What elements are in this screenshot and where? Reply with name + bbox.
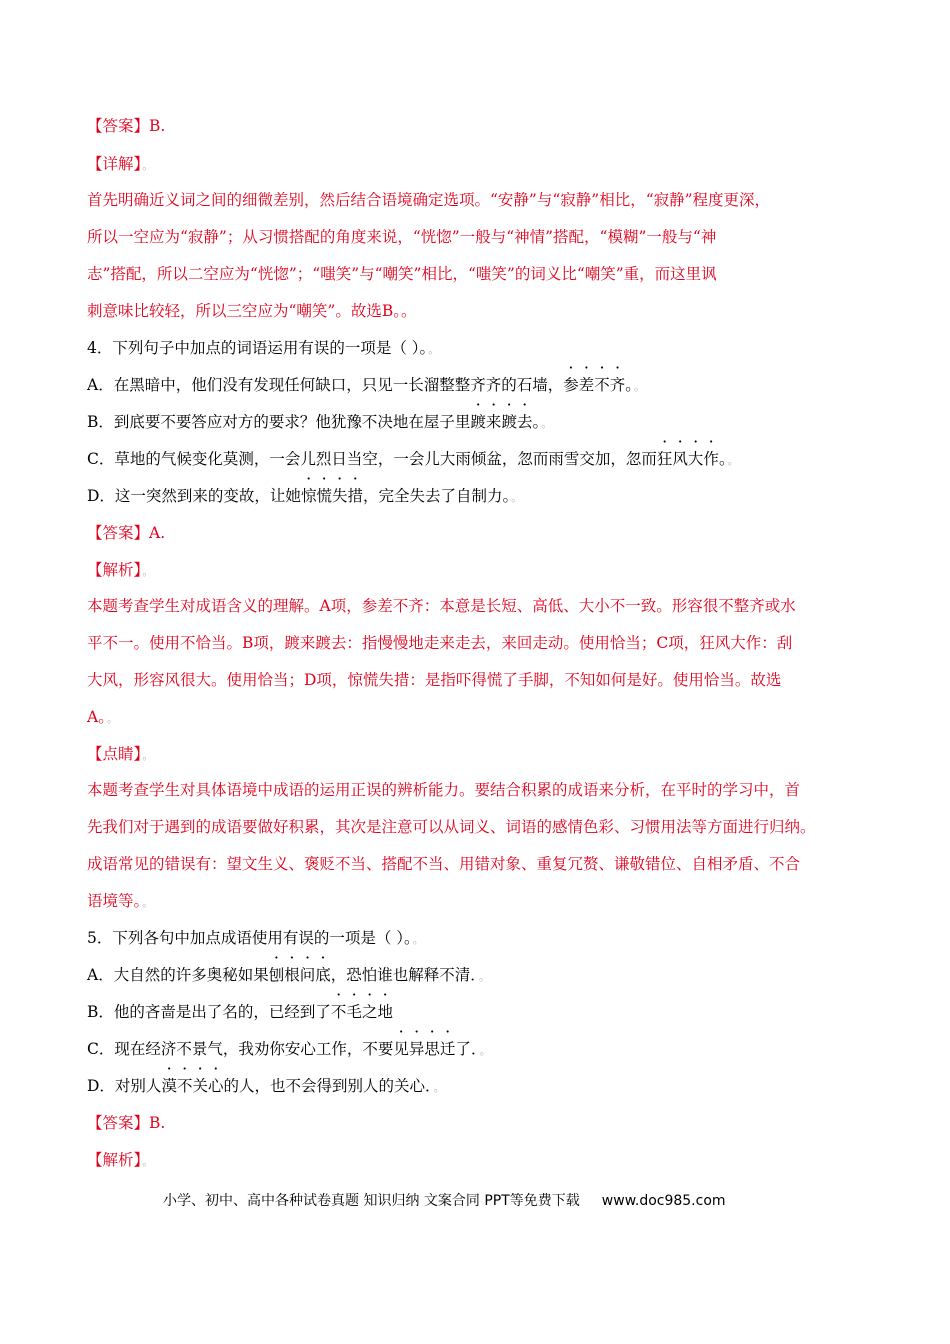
q4-comment-line: 本题考查学生对具体语境中成语的运用正误的辨析能力。要结合积累的成语来分析，在平时的学习中，首 [87,781,801,799]
q3-explanation-line: 刺意味比较轻，所以三空应为“嘲笑”。故选B。。 [87,302,417,320]
page-footer [163,1191,726,1211]
q4-analysis-line: A。。 [87,708,118,726]
q3-answer-label: 【答案】B. [87,117,166,135]
dotted-idiom: 狂风大作 [656,450,719,468]
q4-analysis-line: 大风，形容风很大。使用恰当；D项，惊慌失措：是指吓得慌了手脚，不知如何是好。使用恰当。故选 [87,671,782,689]
q4-analysis-line: 平不一。使用不恰当。B项，踱来踱去：指慢慢地走来走去，来回走动。使用恰当；C项，狂风大作：刮 [87,634,793,652]
q3-explanation-line: 首先明确近义词之间的细微差别，然后结合语境确定选项。“安静”与“寂静”相比，“寂静”程度更深， [87,191,771,209]
footer-site-link[interactable]: www.doc985.com [601,1193,726,1209]
q4-comment-line: 成语常见的错误有：望文生义、褒贬不当、搭配不当、用错对象、重复冗赘、谦敬错位、自相矛盾、不合 [87,855,801,873]
q4-option-a: A．在黑暗中，他们没有发现任何缺口，只见一长溜整整齐齐的石墙，参差不齐。。 [87,376,646,394]
q5-option-c: C．现在经济不景气，我劝你安心工作，不要见异思迁了．。 [87,1040,491,1058]
q4-option-c: C．草地的气候变化莫测，一会儿烈日当空，一会儿大雨倾盆，忽而雨雪交加，忽而狂风大作。。 [87,450,739,468]
q4-stem: 4．下列句子中加点的词语运用有误的一项是（ ）。。 [87,339,440,357]
dotted-idiom: 漠不关心 [161,1077,224,1095]
q4-comment-line: 先我们对于遇到的成语要做好积累，其次是注意可以从词义、词语的感情色彩、习惯用法等方面进行归纳。 [87,818,816,836]
q5-answer-label: 【答案】B. [87,1114,166,1132]
q3-explanation-line: 志”搭配，所以二空应为“恍惚”；“嗤笑”与“嘲笑”相比，“嗤笑”的词义比“嘲笑”重，而这里讽 [87,265,717,283]
q4-comment-line: 语境等。。 [87,892,154,910]
q5-option-b: B．他的吝啬是出了名的，已经到了不毛之地 [87,1003,393,1021]
q4-analysis-line: 本题考查学生对成语含义的理解。A项，参差不齐：本意是长短、高低、大小不一致。形容很不整齐或水 [87,597,796,615]
q3-detail-label: 【详解】。 [87,155,154,173]
q4-option-b: B．到底要不要答应对方的要求？他犹豫不决地在屋子里踱来踱去。。 [87,413,553,431]
q4-option-d: D．这一突然到来的变故，让她惊慌失措，完全失去了自制力。。 [87,487,523,505]
q4-analysis-label: 【解析】。 [87,561,154,579]
q5-option-a: A．大自然的许多奥秘如果刨根问底，恐怕谁也解释不清．。 [87,966,491,984]
footer-text: 小学、初中、高中各种试卷真题 知识归纳 文案合同 PPT等免费下载 [163,1193,580,1209]
dotted-idiom: 惊慌失措 [300,487,363,505]
dotted-idiom: 见异思迁 [393,1040,456,1058]
q5-analysis-label: 【解析】。 [87,1151,154,1169]
q4-comment-label: 【点睛】。 [87,745,154,763]
q3-explanation-line: 所以一空应为“寂静”；从习惯搭配的角度来说，“恍惚”一般与“神情”搭配，“模糊”一般与“神 [87,228,717,246]
dotted-idiom: 刨根问底 [268,966,331,984]
q5-option-d: D．对别人漠不关心的人，也不会得到别人的关心．。 [87,1077,445,1095]
q5-stem: 5．下列各句中加点成语使用有误的一项是（ ）。。 [87,929,424,947]
dotted-idiom: 参差不齐 [563,376,626,394]
q4-answer-label: 【答案】A. [87,524,166,542]
dotted-idiom: 不毛之地 [330,1003,393,1021]
dotted-idiom: 踱来踱去 [470,413,533,431]
